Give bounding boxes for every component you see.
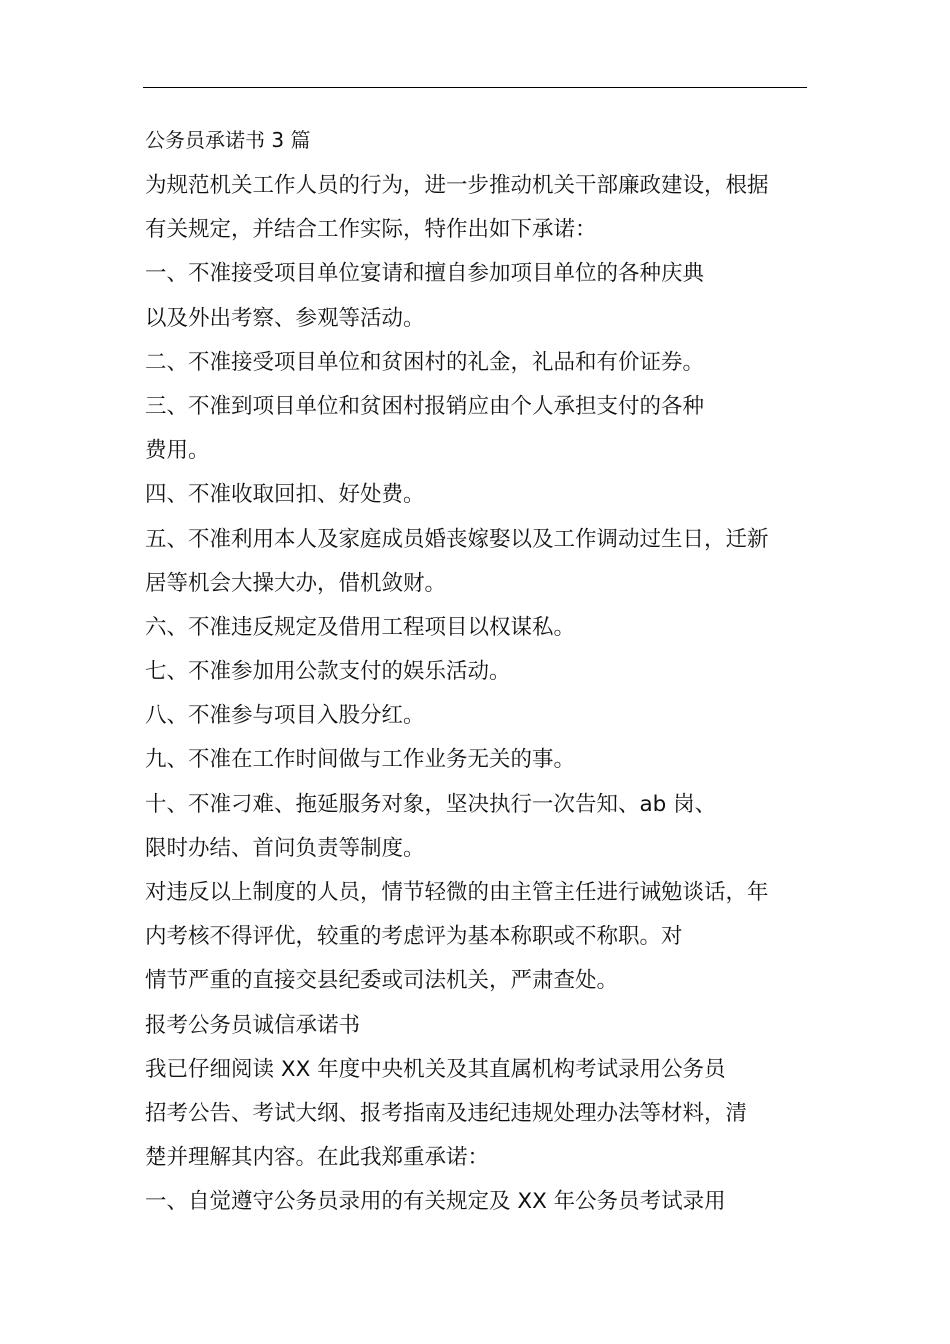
text-line: 以及外出考察、参观等活动。 [145,305,425,331]
text-line: 对违反以上制度的人员，情节轻微的由主管主任进行诫勉谈话，年 [145,880,769,905]
text-line: 八、不准参与项目入股分红。 [145,703,425,729]
text-line: 四、不准收取回扣、好处费。 [145,482,425,508]
text-line: 限时办结、首问负责等制度。 [145,835,425,861]
text-line: 二、不准接受项目单位和贫困村的礼金，礼品和有价证券。 [145,349,705,375]
text-line: 一、自觉遵守公务员录用的有关规定及 XX 年公务员考试录用 [145,1189,726,1215]
text-line: 报考公务员诚信承诺书 [145,1012,361,1038]
text-line: 内考核不得评优，较重的考虑评为基本称职或不称职。对 [145,924,683,950]
text-line: 费用。 [145,438,210,464]
document-body [145,172,809,1233]
text-line: 九、不准在工作时间做与工作业务无关的事。 [145,747,576,773]
text-line: 居等机会大操大办，借机敛财。 [145,570,447,596]
header-rule [143,87,807,88]
text-line: 楚并理解其内容。在此我郑重承诺： [145,1145,490,1171]
text-line: 我已仔细阅读 XX 年度中央机关及其直属机构考试录用公务员 [145,1056,726,1082]
document-title: 公务员承诺书 3 篇 [145,128,311,152]
text-line: 七、不准参加用公款支付的娱乐活动。 [145,659,511,685]
text-line: 十、不准刁难、拖延服务对象，坚决执行一次告知、ab 岗、 [145,791,717,817]
text-line: 情节严重的直接交县纪委或司法机关，严肃查处。 [145,968,619,994]
text-line: 五、不准利用本人及家庭成员婚丧嫁娶以及工作调动过生日，迁新 [145,526,769,552]
text-line: 六、不准违反规定及借用工程项目以权谋私。 [145,614,576,640]
text-line: 一、不准接受项目单位宴请和擅自参加项目单位的各种庆典 [145,261,705,287]
text-line: 为规范机关工作人员的行为，进一步推动机关干部廉政建设，根据 [145,173,769,198]
text-line: 三、不准到项目单位和贫困村报销应由个人承担支付的各种 [145,393,705,419]
text-line: 有关规定，并结合工作实际，特作出如下承诺： [145,217,597,243]
text-line: 招考公告、考试大纲、报考指南及违纪违规处理办法等材料，清 [145,1100,748,1126]
